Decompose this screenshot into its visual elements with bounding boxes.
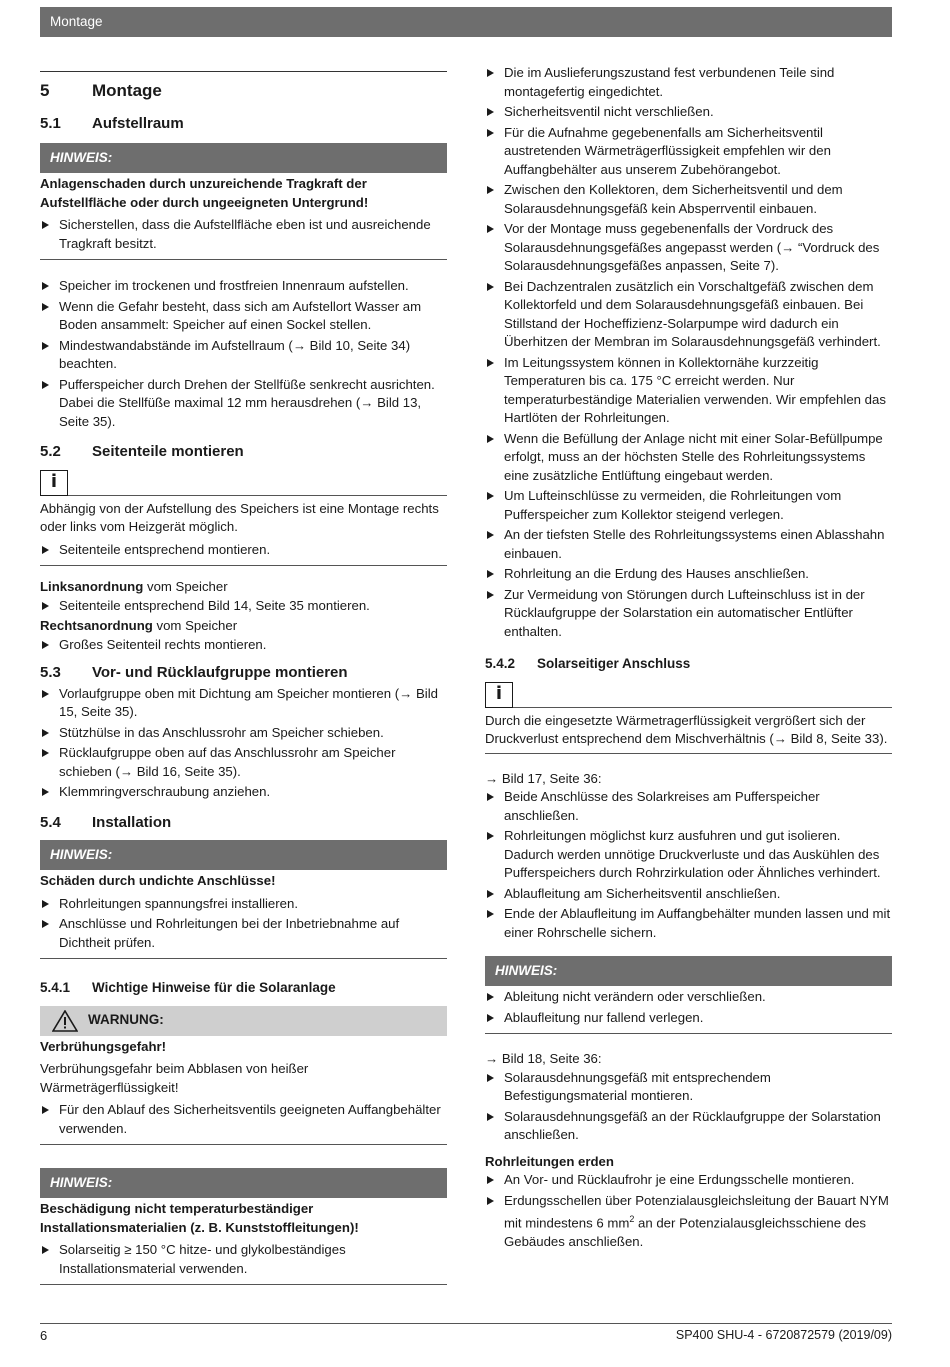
links-anordnung: Linksanordnung vom Speicher bbox=[40, 579, 228, 594]
warning-text: Verbrühungsgefahr beim Abblasen von heißer Wärmeträgerflüssigkeit! bbox=[40, 1061, 309, 1095]
list-item: Ablaufleitung am Sicherheitsventil anschließen. bbox=[485, 885, 892, 904]
notice-1-list bbox=[40, 216, 447, 253]
info-5-2-list bbox=[40, 541, 447, 560]
list-item: Für den Ablauf des Sicherheitsventils geeigneten Auffangbehälter verwenden. bbox=[40, 1101, 447, 1138]
list-erden bbox=[485, 1171, 892, 1251]
list-item: Zur Vermeidung von Störungen durch Lufteinschluss ist in der Rücklaufgruppe der Solarstation ein automatischer Entlüfter enthalten. bbox=[485, 586, 892, 642]
section-5-4-1-heading: 5.4.1 Wichtige Hinweise für die Solaranlage bbox=[40, 980, 336, 995]
list-item: Solarseitig ≥ 150 °C hitze- und glykolbeständiges Installationsmaterial verwenden. bbox=[40, 1241, 447, 1278]
info-5-4-2-text: Durch die eingesetzte Wärmetragerflüssigkeit vergrößert sich der Druckverlust entsprechend dem Mischverhältnis (→ Bild 8, Seite 33). bbox=[485, 712, 888, 746]
list-5-3 bbox=[40, 685, 447, 802]
list-item: Sicherheitsventil nicht verschließen. bbox=[485, 103, 892, 122]
list-item: Seitenteile entsprechend montieren. bbox=[40, 541, 447, 560]
list-5-4-1 bbox=[485, 64, 892, 641]
section-5-3-heading: 5.3 Vor- und Rücklaufgruppe montieren bbox=[40, 664, 348, 681]
list-item: Zwischen den Kollektoren, dem Sicherheitsventil und dem Solarausdehnungsgefäß kein Absperrventil einbauen. bbox=[485, 181, 892, 218]
notice-3-list bbox=[40, 1241, 447, 1278]
notice-4-label: HINWEIS: bbox=[485, 956, 892, 986]
notice-3 bbox=[40, 1168, 447, 1285]
list-item: Beide Anschlüsse des Solarkreises am Pufferspeicher anschließen. bbox=[485, 788, 892, 825]
rechts-anordnung: Rechtsanordnung vom Speicher bbox=[40, 618, 238, 633]
list-item: Wenn die Befüllung der Anlage nicht mit einer Solar-Befüllpumpe erfolgt, muss an der höchsten Stelle des Rohrleitungssystems eine zusätzliche Entlüftung eingebaut werden. bbox=[485, 430, 892, 486]
warning-title: Verbrühungsgefahr! bbox=[40, 1038, 167, 1054]
list-item: Wenn die Gefahr besteht, dass sich am Aufstellort Wasser am Boden ansammelt: Speicher auf einen Sockel stellen. bbox=[40, 298, 447, 335]
list-item: Pufferspeicher durch Drehen der Stellfüße senkrecht ausrichten. Dabei die Stellfüße maximal 12 mm herausdrehen (→ Bild 13, Seite 35). bbox=[40, 376, 447, 432]
section-5-heading: 5 Montage bbox=[40, 81, 162, 100]
notice-1 bbox=[40, 143, 447, 260]
list-item: An der tiefsten Stelle des Rohrleitungssystems einen Ablasshahn einbauen. bbox=[485, 526, 892, 563]
list-item: Die im Auslieferungszustand fest verbundenen Teile sind montagefertig eingedichtet. bbox=[485, 64, 892, 101]
page-header: Montage bbox=[40, 7, 892, 37]
list-item: Vor der Montage muss gegebenenfalls der Vordruck des Solarausdehnungsgefäßes angepasst werden (→ “Vordruck des Solarausdehnungsgefäßes anpassen, Seite 7). bbox=[485, 220, 892, 276]
notice-2 bbox=[40, 840, 447, 959]
links-list bbox=[40, 597, 447, 616]
list-item: An Vor- und Rücklaufrohr je eine Erdungsschelle montieren. bbox=[485, 1171, 892, 1190]
doc-reference: SP400 SHU-4 - 6720872579 (2019/09) bbox=[675, 1328, 892, 1342]
list-item: Rohrleitung an die Erdung des Hauses anschließen. bbox=[485, 565, 892, 584]
notice-3-label: HINWEIS: bbox=[40, 1168, 447, 1198]
notice-2-title: Schäden durch undichte Anschlüsse! bbox=[40, 873, 276, 888]
rechts-list bbox=[40, 636, 447, 655]
list-item: Vorlaufgruppe oben mit Dichtung am Speicher montieren (→ Bild 15, Seite 35). bbox=[40, 685, 447, 722]
warning-triangle-icon bbox=[52, 1010, 78, 1032]
ref-bild-17: → Bild 17, Seite 36: bbox=[485, 770, 602, 786]
notice-3-title: Beschädigung nicht temperaturbeständiger Installationsmaterialien (z. B. Kunststoffleitungen)! bbox=[40, 1201, 359, 1235]
section-5-4-2-heading: 5.4.2 Solarseitiger Anschluss bbox=[485, 656, 691, 671]
warning bbox=[40, 1006, 447, 1146]
section-5-1-heading: 5.1 Aufstellraum bbox=[40, 114, 184, 132]
list-item: Speicher im trockenen und frostfreien Innenraum aufstellen. bbox=[40, 277, 447, 296]
section-5-4-heading: 5.4 Installation bbox=[40, 813, 172, 831]
list-bild-18 bbox=[485, 1069, 892, 1145]
info-icon: i bbox=[485, 682, 513, 708]
list-item: Bei Dachzentralen zusätzlich ein Vorschaltgefäß zwischen dem Kollektorfeld und dem Solarausdehnungsgefäß einbauen. Bei Stillstand der Hocheffizienz-Solarpumpe wird dadurch ein Überhitzen der Membran im Solarausdehnungsgefäß verhindert. bbox=[485, 278, 892, 352]
warning-label: WARNUNG: bbox=[88, 1012, 164, 1028]
left-column bbox=[40, 71, 447, 1285]
list-item: Rohrleitungen spannungsfrei installieren. bbox=[40, 895, 447, 914]
list-bild-17 bbox=[485, 788, 892, 942]
footer-rule bbox=[40, 1323, 892, 1324]
list-item: Klemmringverschraubung anziehen. bbox=[40, 783, 447, 802]
list-5-1 bbox=[40, 277, 447, 431]
list-item: Sicherstellen, dass die Aufstellfläche eben ist und ausreichende Tragkraft besitzt. bbox=[40, 216, 447, 253]
notice-4 bbox=[485, 956, 892, 1034]
list-item: Für die Aufnahme gegebenenfalls am Sicherheitsventil austretenden Wärmeträgerflüssigkeit empfehlen wir den Auffangbehälter aus unserem Zubehörangebot. bbox=[485, 124, 892, 180]
notice-2-list bbox=[40, 895, 447, 953]
rohrleitungen-erden-heading: Rohrleitungen erden bbox=[485, 1153, 614, 1169]
info-5-2-text: Abhängig von der Aufstellung des Speichers ist eine Montage rechts oder links vom Heizgerät möglich. bbox=[40, 500, 439, 534]
list-item: Rohrleitungen möglichst kurz ausfuhren und gut isolieren. Dadurch werden unnötige Druckverluste und das Auskühlen des Pufferspeichers durch Rohrzirkulation oder Ähnliches verhindert. bbox=[485, 827, 892, 883]
notice-2-label: HINWEIS: bbox=[40, 840, 447, 870]
list-item: Um Lufteinschlüsse zu vermeiden, die Rohrleitungen vom Pufferspeicher zum Kollektor steigend verlegen. bbox=[485, 487, 892, 524]
list-item: Ablaufleitung nur fallend verlegen. bbox=[485, 1009, 892, 1028]
list-item: Ableitung nicht verändern oder verschließen. bbox=[485, 988, 892, 1007]
right-column bbox=[485, 64, 892, 1253]
notice-4-list bbox=[485, 988, 892, 1027]
page-number: 6 bbox=[40, 1328, 48, 1343]
ref-bild-18: → Bild 18, Seite 36: bbox=[485, 1051, 602, 1066]
warning-list bbox=[40, 1101, 447, 1138]
list-item: Seitenteile entsprechend Bild 14, Seite 35 montieren. bbox=[40, 597, 447, 616]
info-5-4-2 bbox=[485, 682, 892, 754]
list-item: Solarausdehnungsgefäß mit entsprechendem Befestigungsmaterial montieren. bbox=[485, 1069, 892, 1106]
list-item: Anschlüsse und Rohrleitungen bei der Inbetriebnahme auf Dichtheit prüfen. bbox=[40, 915, 447, 952]
info-icon: i bbox=[40, 470, 68, 496]
notice-1-title: Anlagenschaden durch unzureichende Tragkraft der Aufstellfläche oder durch ungeeigneten Untergrund! bbox=[40, 176, 369, 210]
info-5-2 bbox=[40, 470, 447, 567]
list-item: Ende der Ablaufleitung im Auffangbehälter munden lassen und mit einer Rohrschelle sichern. bbox=[485, 905, 892, 942]
list-item: Mindestwandabstände im Aufstellraum (→ Bild 10, Seite 34) beachten. bbox=[40, 337, 447, 374]
notice-1-label: HINWEIS: bbox=[40, 143, 447, 173]
list-item: Großes Seitenteil rechts montieren. bbox=[40, 636, 447, 655]
section-5-2-heading: 5.2 Seitenteile montieren bbox=[40, 443, 244, 460]
list-item: Solarausdehnungsgefäß an der Rücklaufgruppe der Solarstation anschließen. bbox=[485, 1108, 892, 1145]
list-item: Im Leitungssystem können in Kollektornähe kurzzeitig Temperaturen bis ca. 175 °C erreicht werden. Nur temperaturbeständige Materialien verwenden. Wir empfehlen das Hartlöten der Rohrleitungen. bbox=[485, 354, 892, 428]
list-item: Stützhülse in das Anschlussrohr am Speicher schieben. bbox=[40, 724, 447, 743]
warning-label-bar bbox=[40, 1006, 447, 1036]
list-item: Erdungsschellen über Potenzialausgleichsleitung der Bauart NYM mit mindestens 6 $mm^2$ an der Potenzialausgleichsschiene des Gebäudes anschließen. bbox=[485, 1192, 892, 1252]
list-item: Rücklaufgruppe oben auf das Anschlussrohr am Speicher schieben (→ Bild 16, Seite 35). bbox=[40, 744, 447, 781]
